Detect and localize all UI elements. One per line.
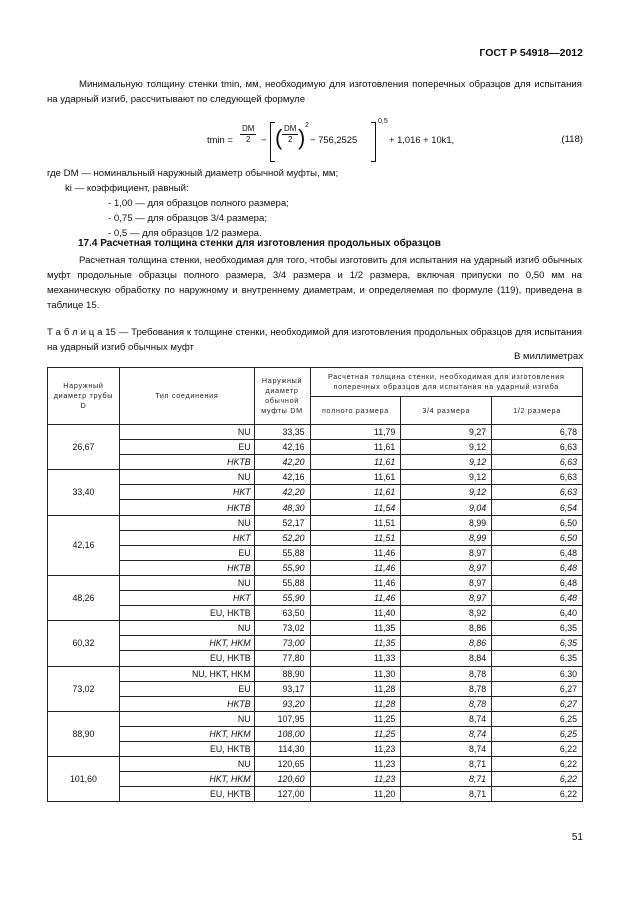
- table-row: [48, 696, 583, 711]
- left-paren: (: [275, 125, 283, 150]
- three-quarter-cell: 9,12: [401, 485, 492, 500]
- half-size-cell: 6,27: [492, 696, 583, 711]
- table-row: [48, 500, 583, 515]
- formula-minus: −: [261, 134, 267, 145]
- table-row: [48, 636, 583, 651]
- half-size-cell: 6,48: [492, 591, 583, 606]
- full-size-cell: 11,46: [310, 575, 401, 590]
- where-block: [47, 166, 582, 241]
- formula-118: [0, 118, 630, 162]
- three-quarter-cell: 8,71: [401, 772, 492, 787]
- full-size-cell: 11,28: [310, 681, 401, 696]
- header-three-quarter: 3/4 размера: [401, 397, 492, 425]
- table-row: [48, 606, 583, 621]
- half-size-cell: 6,63: [492, 455, 583, 470]
- section-title: 17.4 Расчетная толщина стенки для изготовления продольных образцов: [78, 238, 441, 249]
- three-quarter-cell: 8,74: [401, 726, 492, 741]
- coupling-diameter-cell: 73,02: [254, 621, 310, 636]
- full-size-cell: 11,40: [310, 606, 401, 621]
- half-size-cell: 6,22: [492, 757, 583, 772]
- three-quarter-cell: 8,71: [401, 757, 492, 772]
- three-quarter-cell: 8,71: [401, 787, 492, 802]
- where-item: - 0,75 — для образцов 3/4 размера;: [108, 213, 268, 224]
- table-row: [48, 787, 583, 802]
- coupling-diameter-cell: 63,50: [254, 606, 310, 621]
- table-row: [48, 545, 583, 560]
- three-quarter-cell: 9,12: [401, 455, 492, 470]
- full-size-cell: 11,61: [310, 440, 401, 455]
- three-quarter-cell: 8,74: [401, 741, 492, 756]
- full-size-cell: 11,23: [310, 772, 401, 787]
- connection-type-cell: NU: [119, 515, 254, 530]
- table-row: [48, 772, 583, 787]
- coupling-diameter-cell: 93,17: [254, 681, 310, 696]
- connection-type-cell: HKT, HKM: [119, 726, 254, 741]
- full-size-cell: 11,35: [310, 621, 401, 636]
- coupling-diameter-cell: 52,20: [254, 530, 310, 545]
- half-size-cell: 6,35: [492, 621, 583, 636]
- table-row: [48, 485, 583, 500]
- three-quarter-cell: 8,84: [401, 651, 492, 666]
- units-label: В миллиметрах: [513, 351, 583, 362]
- three-quarter-cell: 9,12: [401, 440, 492, 455]
- table-row: [48, 621, 583, 636]
- half-size-cell: 6,35: [492, 636, 583, 651]
- header-half: 1/2 размера: [492, 397, 583, 425]
- header-outer-diameter: Наружный диаметр трубы D: [48, 368, 120, 425]
- formula-tail: + 1,016 + 10k1,: [389, 134, 455, 145]
- table-row: [48, 530, 583, 545]
- connection-type-cell: HKT, HKM: [119, 636, 254, 651]
- coupling-diameter-cell: 55,90: [254, 591, 310, 606]
- pipe-diameter-cell: 88,90: [48, 711, 120, 756]
- full-size-cell: 11,25: [310, 711, 401, 726]
- full-size-cell: 11,20: [310, 787, 401, 802]
- full-size-cell: 11,79: [310, 425, 401, 440]
- connection-type-cell: HKTB: [119, 560, 254, 575]
- three-quarter-cell: 8,99: [401, 530, 492, 545]
- connection-type-cell: NU: [119, 621, 254, 636]
- table-row: [48, 711, 583, 726]
- table-caption: Т а б л и ц а 15 — Требования к толщине стенки, необходимой для изготовления продольных образцов для испытания на ударный изгиб обычных муфт: [47, 327, 582, 353]
- coupling-diameter-cell: 48,30: [254, 500, 310, 515]
- where-item: - 0,5 — для образцов 1/2 размера.: [108, 228, 262, 239]
- frac-numerator: DМ: [242, 124, 255, 133]
- connection-type-cell: EU: [119, 681, 254, 696]
- half-size-cell: 6,48: [492, 545, 583, 560]
- connection-type-cell: EU, HKTB: [119, 606, 254, 621]
- pipe-diameter-cell: 73,02: [48, 666, 120, 711]
- full-size-cell: 11,51: [310, 515, 401, 530]
- full-size-cell: 11,61: [310, 485, 401, 500]
- full-size-cell: 11,23: [310, 757, 401, 772]
- right-paren: ): [298, 125, 306, 150]
- formula-frac-inner: [282, 124, 298, 145]
- table-row: [48, 515, 583, 530]
- three-quarter-cell: 9,12: [401, 470, 492, 485]
- half-size-cell: 6,25: [492, 711, 583, 726]
- table-row: [48, 651, 583, 666]
- coupling-diameter-cell: 73,00: [254, 636, 310, 651]
- full-size-cell: 11,23: [310, 741, 401, 756]
- frac-denominator: 2: [246, 135, 251, 144]
- coupling-diameter-cell: 42,20: [254, 485, 310, 500]
- table-row: [48, 726, 583, 741]
- connection-type-cell: HKT, HKM: [119, 772, 254, 787]
- where-item: - 1,00 — для образцов полного размера;: [108, 198, 289, 209]
- three-quarter-cell: 8,86: [401, 636, 492, 651]
- table-row: [48, 757, 583, 772]
- half-size-cell: 6,22: [492, 772, 583, 787]
- three-quarter-cell: 8,97: [401, 545, 492, 560]
- coupling-diameter-cell: 114,30: [254, 741, 310, 756]
- header-group: Расчетная толщина стенки, необходимая для изготовления поперечных образцов для испытания на ударный изгиба: [310, 368, 582, 397]
- full-size-cell: 11,61: [310, 455, 401, 470]
- formula-lhs: tmin =: [207, 134, 233, 145]
- coupling-diameter-cell: 42,16: [254, 470, 310, 485]
- table-row: [48, 470, 583, 485]
- half-size-cell: 6,63: [492, 470, 583, 485]
- coupling-diameter-cell: 108,00: [254, 726, 310, 741]
- connection-type-cell: NU: [119, 470, 254, 485]
- full-size-cell: 11,46: [310, 560, 401, 575]
- bracket-exponent: 0,5: [378, 118, 388, 125]
- section-paragraph: Расчетная толщина стенки, необходимая для того, чтобы изготовить для испытания на ударный изгиб обычных муфт продольные образцы полного размера, 3/4 размера и 1/2 размера, включая припуски по 0,50 мм на механическую обработку по наружному и внутреннему диаметрам, и определяемая по формуле (119), приведена в таблице 15.: [47, 255, 582, 311]
- where-line-dm: где DМ — номинальный наружный диаметр обычной муфты, мм;: [47, 168, 339, 179]
- half-size-cell: 6,48: [492, 575, 583, 590]
- connection-type-cell: HKTB: [119, 696, 254, 711]
- page-number: 51: [571, 832, 583, 843]
- right-bracket: [371, 122, 376, 162]
- half-size-cell: 6,30: [492, 666, 583, 681]
- pipe-diameter-cell: 60,32: [48, 621, 120, 666]
- connection-type-cell: HKT: [119, 485, 254, 500]
- full-size-cell: 11,30: [310, 666, 401, 681]
- connection-type-cell: HKT: [119, 530, 254, 545]
- coupling-diameter-cell: 120,60: [254, 772, 310, 787]
- connection-type-cell: NU: [119, 757, 254, 772]
- table-row: [48, 560, 583, 575]
- table-row: [48, 425, 583, 440]
- coupling-diameter-cell: 33,35: [254, 425, 310, 440]
- three-quarter-cell: 8,86: [401, 621, 492, 636]
- connection-type-cell: EU, HKTB: [119, 787, 254, 802]
- full-size-cell: 11,54: [310, 500, 401, 515]
- header-full-size: полного размера: [310, 397, 401, 425]
- half-size-cell: 6,48: [492, 560, 583, 575]
- half-size-cell: 6,78: [492, 425, 583, 440]
- pipe-diameter-cell: 33,40: [48, 470, 120, 515]
- three-quarter-cell: 9,04: [401, 500, 492, 515]
- document-header: ГОСТ Р 54918—2012: [479, 47, 583, 59]
- coupling-diameter-cell: 77,80: [254, 651, 310, 666]
- half-size-cell: 6,63: [492, 485, 583, 500]
- coupling-diameter-cell: 55,90: [254, 560, 310, 575]
- intro-paragraph: Минимальную толщину стенки tmin, мм, необходимую для изготовления поперечных образцов для испытания на ударный изгиб, рассчитывают по следующей формуле: [47, 79, 582, 105]
- half-size-cell: 6,40: [492, 606, 583, 621]
- three-quarter-cell: 8,78: [401, 696, 492, 711]
- where-line-k: ki — коэффициент, равный:: [65, 183, 189, 194]
- wall-thickness-table: [47, 367, 583, 802]
- table-row: [48, 575, 583, 590]
- three-quarter-cell: 8,99: [401, 515, 492, 530]
- three-quarter-cell: 8,74: [401, 711, 492, 726]
- table-row: [48, 681, 583, 696]
- half-size-cell: 6,22: [492, 741, 583, 756]
- connection-type-cell: EU: [119, 440, 254, 455]
- full-size-cell: 11,33: [310, 651, 401, 666]
- pipe-diameter-cell: 26,67: [48, 425, 120, 470]
- pipe-diameter-cell: 101,60: [48, 757, 120, 802]
- full-size-cell: 11,28: [310, 696, 401, 711]
- coupling-diameter-cell: 107,95: [254, 711, 310, 726]
- full-size-cell: 11,35: [310, 636, 401, 651]
- square-exponent: 2: [305, 122, 309, 129]
- half-size-cell: 6,22: [492, 787, 583, 802]
- connection-type-cell: EU: [119, 545, 254, 560]
- table-row: [48, 455, 583, 470]
- inner-denominator: 2: [288, 135, 293, 144]
- coupling-diameter-cell: 55,88: [254, 545, 310, 560]
- connection-type-cell: EU, HKTB: [119, 741, 254, 756]
- full-size-cell: 11,25: [310, 726, 401, 741]
- table-row: [48, 666, 583, 681]
- connection-type-cell: HKT: [119, 591, 254, 606]
- header-coupling-diameter: Наружный диаметр обычной муфты DМ: [254, 368, 310, 425]
- three-quarter-cell: 8,97: [401, 560, 492, 575]
- table-row: [48, 741, 583, 756]
- inner-numerator: DМ: [284, 124, 297, 133]
- header-connection-type: Тип соединения: [119, 368, 254, 425]
- coupling-diameter-cell: 52,17: [254, 515, 310, 530]
- coupling-diameter-cell: 93,20: [254, 696, 310, 711]
- connection-type-cell: NU: [119, 425, 254, 440]
- connection-type-cell: NU, HKT, HKM: [119, 666, 254, 681]
- half-size-cell: 6,63: [492, 440, 583, 455]
- formula-constant: − 756,2525: [310, 134, 358, 145]
- coupling-diameter-cell: 55,88: [254, 575, 310, 590]
- table-row: [48, 440, 583, 455]
- three-quarter-cell: 8,97: [401, 575, 492, 590]
- connection-type-cell: NU: [119, 711, 254, 726]
- half-size-cell: 6,27: [492, 681, 583, 696]
- half-size-cell: 6,25: [492, 726, 583, 741]
- connection-type-cell: HKTB: [119, 455, 254, 470]
- three-quarter-cell: 9,27: [401, 425, 492, 440]
- three-quarter-cell: 8,97: [401, 591, 492, 606]
- three-quarter-cell: 8,78: [401, 681, 492, 696]
- connection-type-cell: HKTB: [119, 500, 254, 515]
- pipe-diameter-cell: 48,26: [48, 575, 120, 620]
- formula-frac-outer: [240, 124, 256, 145]
- full-size-cell: 11,46: [310, 591, 401, 606]
- coupling-diameter-cell: 42,16: [254, 440, 310, 455]
- half-size-cell: 6,50: [492, 515, 583, 530]
- connection-type-cell: NU: [119, 575, 254, 590]
- full-size-cell: 11,46: [310, 545, 401, 560]
- formula-number: (118): [561, 134, 583, 145]
- coupling-diameter-cell: 88,90: [254, 666, 310, 681]
- full-size-cell: 11,51: [310, 530, 401, 545]
- connection-type-cell: EU, HKTB: [119, 651, 254, 666]
- half-size-cell: 6,35: [492, 651, 583, 666]
- pipe-diameter-cell: 42,16: [48, 515, 120, 575]
- half-size-cell: 6,54: [492, 500, 583, 515]
- half-size-cell: 6,50: [492, 530, 583, 545]
- coupling-diameter-cell: 120,65: [254, 757, 310, 772]
- three-quarter-cell: 8,78: [401, 666, 492, 681]
- table-body: [48, 425, 583, 802]
- three-quarter-cell: 8,92: [401, 606, 492, 621]
- coupling-diameter-cell: 127,00: [254, 787, 310, 802]
- full-size-cell: 11,61: [310, 470, 401, 485]
- table-row: [48, 591, 583, 606]
- coupling-diameter-cell: 42,20: [254, 455, 310, 470]
